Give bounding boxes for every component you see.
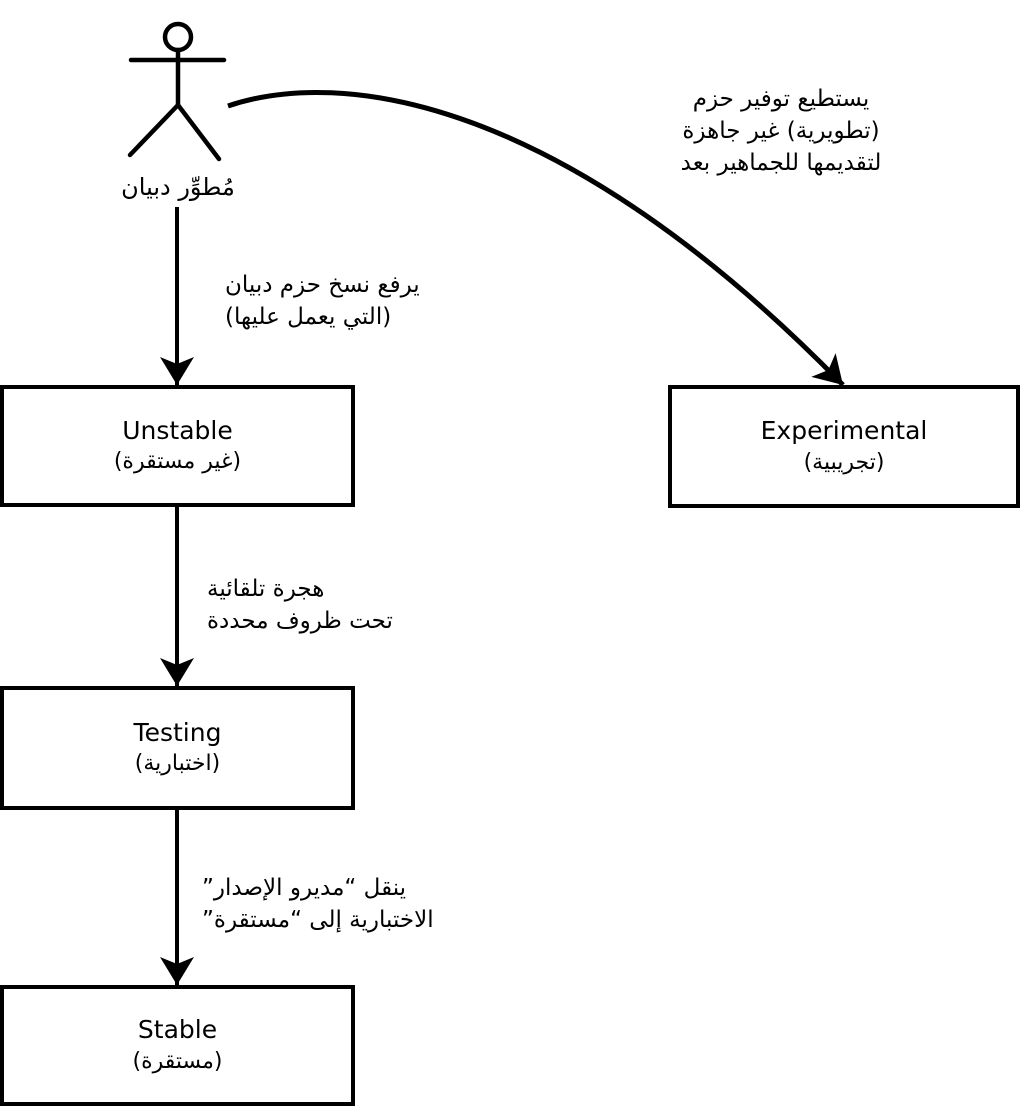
edge-label-to-experimental-line1: يستطيع توفير حزم <box>692 86 870 112</box>
actor-left-leg <box>130 105 178 155</box>
edge-label-migration-line1: هجرة تلقائية <box>207 576 325 602</box>
actor-label: مُطوِّر دبيان <box>121 173 235 201</box>
actor-right-leg <box>178 105 219 159</box>
node-unstable <box>0 385 355 507</box>
edge-label-to-experimental-line3: لتقديمها للجماهير بعد <box>680 150 882 176</box>
node-unstable-title: Unstable <box>122 415 233 445</box>
actor-head <box>165 24 191 50</box>
edge-label-release-line2: الاختبارية إلى “مستقرة” <box>202 907 434 933</box>
node-experimental-title: Experimental <box>760 416 928 446</box>
edge-label-migration <box>207 573 393 637</box>
node-stable <box>0 985 355 1106</box>
node-experimental <box>668 385 1020 508</box>
node-testing-subtitle: (اختبارية) <box>134 751 221 777</box>
actor-figure-icon <box>130 24 224 159</box>
node-stable-title: Stable <box>137 1015 218 1045</box>
edge-label-upload-line1: يرفع نسخ حزم دبيان <box>225 272 420 298</box>
edge-label-upload-line2: (التي يعمل عليها) <box>225 304 392 330</box>
edge-label-release <box>202 872 434 936</box>
edge-label-to-experimental <box>661 83 901 179</box>
edge-label-to-experimental-line2: (تطويرية) غير جاهزة <box>682 118 880 144</box>
node-testing <box>0 686 355 810</box>
node-testing-title: Testing <box>133 717 222 747</box>
node-experimental-subtitle: (تجريبية) <box>803 449 885 475</box>
edge-label-migration-line2: تحت ظروف محددة <box>207 608 393 634</box>
node-stable-subtitle: (مستقرة) <box>132 1048 223 1074</box>
edge-label-upload <box>225 269 420 333</box>
edge-label-release-line1: ينقل “مديرو الإصدار” <box>202 875 407 901</box>
node-unstable-subtitle: (غير مستقرة) <box>113 449 242 475</box>
